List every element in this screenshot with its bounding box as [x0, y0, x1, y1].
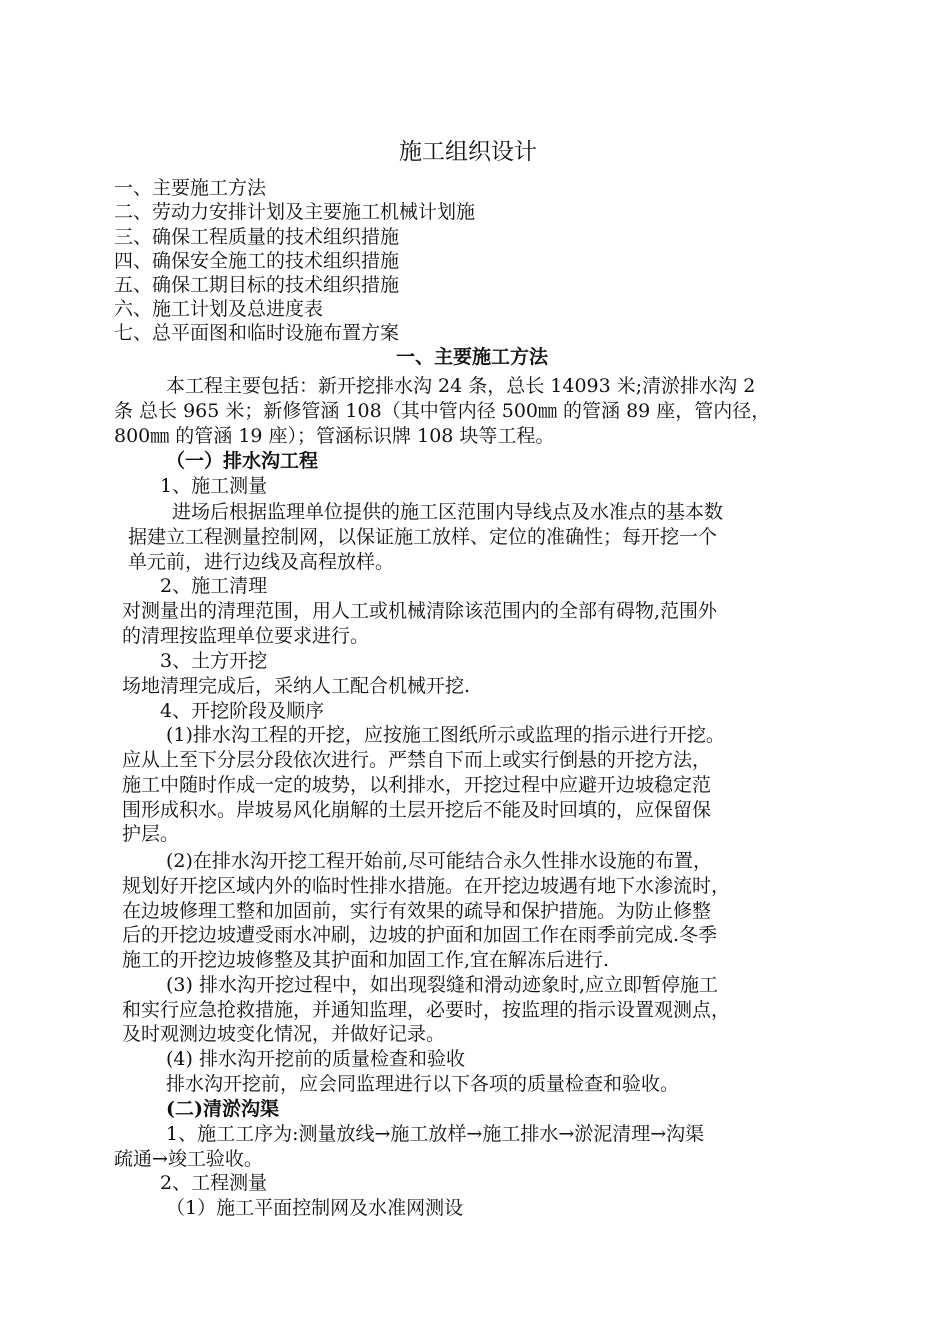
item-title: 1、施工测量 — [160, 475, 268, 497]
paragraph-line: (1)排水沟工程的开挖，应按施工图纸所示或监理的指示进行开挖。 — [166, 724, 725, 746]
paragraph-line: 单元前，进行边线及高程放样。 — [128, 551, 395, 573]
paragraph-line: 进场后根据监理单位提供的施工区范围内导线点及水准点的基本数 — [172, 501, 724, 523]
toc-item: 三、确保工程质量的技术组织措施 — [114, 226, 400, 248]
paragraph-line: 及时观测边坡变化情况，并做好记录。 — [122, 1023, 446, 1045]
toc-item: 五、确保工期目标的技术组织措施 — [114, 274, 400, 296]
paragraph-line: (2)在排水沟开挖工程开始前,尽可能结合永久性排水设施的布置， — [166, 850, 712, 872]
clause-title: (4) 排水沟开挖前的质量检查和验收 — [166, 1048, 465, 1070]
paragraph-line: 规划好开挖区域内外的临时性排水措施。在开挖边坡遇有地下水渗流时， — [122, 875, 731, 897]
paragraph-line: 围形成积水。岸坡易风化崩解的土层开挖后不能及时回填的，应保留保 — [122, 799, 712, 821]
toc-item: 一、主要施工方法 — [114, 177, 267, 199]
paragraph-line: (3) 排水沟开挖过程中，如出现裂缝和滑动迹象时,应立即暂停施工 — [166, 974, 718, 996]
paragraph-line: 条 总长 965 米；新修管涵 108（其中管内径 500㎜ 的管涵 89 座，管内径， — [114, 400, 771, 422]
paragraph-line: 800㎜ 的管涵 19 座）；管涵标识牌 108 块等工程。 — [114, 425, 555, 447]
paragraph-line: 在边坡修理工整和加固前，实行有效果的疏导和保护措施。为防止修整 — [122, 900, 712, 922]
toc-item: 六、施工计划及总进度表 — [114, 298, 324, 320]
paragraph-line: 1、施工工序为:测量放线→施工放样→施工排水→淤泥清理→沟渠 — [166, 1123, 705, 1145]
subsection-heading: (二)清淤沟渠 — [166, 1098, 279, 1120]
toc-item: 二、劳动力安排计划及主要施工机械计划施 — [114, 201, 476, 223]
page-title: 施工组织设计 — [399, 139, 537, 165]
item-title: 2、施工清理 — [160, 575, 268, 597]
paragraph-line: 施工中随时作成一定的坡势，以利排水，开挖过程中应避开边坡稳定范 — [122, 774, 712, 796]
item-title: 2、工程测量 — [160, 1172, 268, 1194]
item-title: 4、开挖阶段及顺序 — [160, 700, 325, 722]
paragraph-line: 疏通→竣工验收。 — [114, 1148, 263, 1170]
paragraph-line: 本工程主要包括：新开挖排水沟 24 条，总长 14093 米;清淤排水沟 2 — [166, 375, 756, 397]
paragraph-line: 施工的开挖边坡修整及其护面和加固工作,宜在解冻后进行. — [122, 949, 610, 971]
paragraph-line: 应从上至下分层分段依次进行。严禁自下而上或实行倒悬的开挖方法， — [122, 749, 712, 771]
paragraph-line: 后的开挖边坡遭受雨水冲刷，边坡的护面和加固工作在雨季前完成.冬季 — [122, 924, 718, 946]
section-heading: 一、主要施工方法 — [396, 346, 549, 368]
paragraph-line: 场地清理完成后，采纳人工配合机械开挖. — [122, 675, 471, 697]
paragraph-line: 排水沟开挖前，应会同监理进行以下各项的质量检查和验收。 — [166, 1073, 680, 1095]
paragraph-line: 护层。 — [122, 823, 180, 845]
subsection-heading: （一）排水沟工程 — [166, 450, 319, 472]
item-title: 3、土方开挖 — [160, 650, 268, 672]
clause-title: （1）施工平面控制网及水准网测设 — [166, 1197, 464, 1219]
toc-item: 七、总平面图和临时设施布置方案 — [114, 322, 400, 344]
paragraph-line: 对测量出的清理范围，用人工或机械清除该范围内的全部有碍物,范围外 — [122, 600, 718, 622]
paragraph-line: 和实行应急抢救措施，并通知监理，必要时，按监理的指示设置观测点， — [122, 999, 731, 1021]
paragraph-line: 的清理按监理单位要求进行。 — [122, 625, 370, 647]
paragraph-line: 据建立工程测量控制网，以保证施工放样、定位的准确性；每开挖一个 — [128, 526, 718, 548]
toc-item: 四、确保安全施工的技术组织措施 — [114, 250, 400, 272]
